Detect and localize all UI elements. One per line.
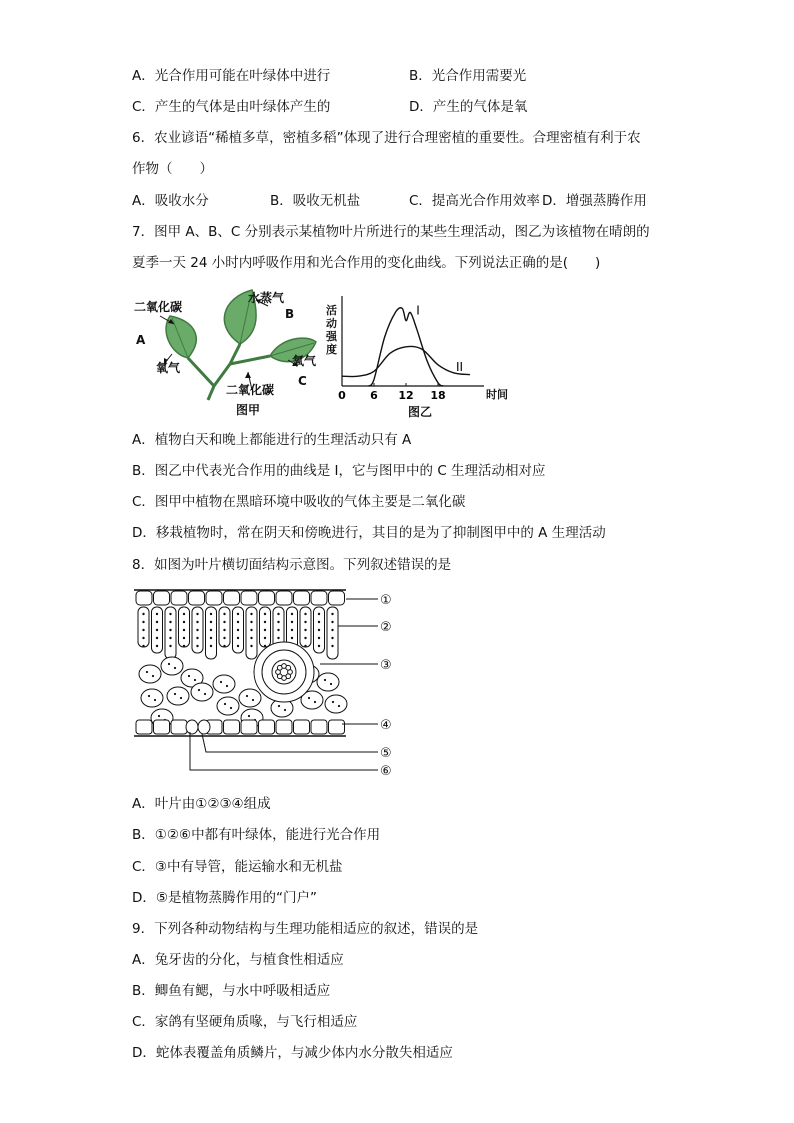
chloroplast-dot — [196, 637, 198, 639]
chloroplast-dot — [252, 699, 254, 701]
chloroplast-dot — [248, 715, 250, 717]
chloroplast-dot — [183, 629, 185, 631]
q5-option-c: C．产生的气体是由叶绿体产生的 — [132, 99, 331, 115]
label-6: ⑥ — [380, 764, 392, 779]
upper-epidermis-cell — [241, 591, 257, 605]
chloroplast-dot — [174, 667, 176, 669]
chloroplast-dot — [210, 645, 212, 647]
chloroplast-dot — [210, 621, 212, 623]
chloroplast-dot — [223, 613, 225, 615]
chloroplast-dot — [156, 637, 158, 639]
chart-ylabel-2: 动 — [326, 317, 337, 330]
chloroplast-dot — [156, 613, 158, 615]
chloroplast-dot — [246, 695, 248, 697]
chloroplast-dot — [156, 629, 158, 631]
label-co2-bottom: 二氧化碳 — [226, 383, 275, 397]
chart-tick-label: 18 — [430, 389, 446, 402]
chloroplast-dot — [318, 637, 320, 639]
spongy-cell — [239, 689, 261, 707]
chloroplast-dot — [291, 629, 293, 631]
upper-epidermis-cell — [171, 591, 187, 605]
chloroplast-dot — [196, 629, 198, 631]
chloroplast-dot — [210, 637, 212, 639]
chloroplast-dot — [324, 679, 326, 681]
upper-epidermis-cell — [294, 591, 310, 605]
chart-tick-label: 0 — [338, 389, 346, 402]
chloroplast-dot — [223, 621, 225, 623]
chloroplast-dot — [304, 613, 306, 615]
lower-epidermis-cell — [259, 720, 275, 734]
upper-epidermis-cell — [276, 591, 292, 605]
chloroplast-dot — [264, 621, 266, 623]
chart-ylabel-3: 强 — [326, 330, 337, 343]
chloroplast-dot — [332, 701, 334, 703]
chloroplast-dot — [158, 715, 160, 717]
chloroplast-dot — [174, 693, 176, 695]
chloroplast-dot — [169, 637, 171, 639]
chloroplast-dot — [237, 621, 239, 623]
q8-stem: 8．如图为叶片横切面结构示意图。下列叙述错误的是 — [132, 557, 452, 573]
chloroplast-dot — [277, 613, 279, 615]
upper-epidermis-cell — [329, 591, 345, 605]
q7-stem-line2: 夏季一天 24 小时内呼吸作用和光合作用的变化曲线。下列说法正确的是( ) — [132, 255, 601, 271]
q8-option-c: C．③中有导管，能运输水和无机盐 — [132, 859, 343, 875]
chloroplast-dot — [196, 645, 198, 647]
upper-epidermis-cell — [136, 591, 152, 605]
chloroplast-dot — [154, 699, 156, 701]
chloroplast-dot — [188, 675, 190, 677]
chloroplast-dot — [331, 621, 333, 623]
chloroplast-dot — [291, 613, 293, 615]
label-4: ④ — [380, 718, 392, 733]
q6-option-c: C．提高光合作用效率 — [409, 193, 540, 209]
chloroplast-dot — [331, 645, 333, 647]
chloroplast-dot — [196, 613, 198, 615]
chloroplast-dot — [331, 629, 333, 631]
chloroplast-dot — [156, 621, 158, 623]
q5-option-d: D．产生的气体是氧 — [409, 99, 528, 115]
chloroplast-dot — [250, 645, 252, 647]
q8-option-b: B．①②⑥中都有叶绿体，能进行光合作用 — [132, 827, 381, 843]
q6-stem-line2: 作物（ ） — [132, 161, 213, 177]
chloroplast-dot — [210, 629, 212, 631]
lower-epidermis-cell — [241, 720, 257, 734]
chloroplast-dot — [237, 613, 239, 615]
label-water-vapor: 水蒸气 — [248, 291, 285, 305]
chloroplast-dot — [331, 637, 333, 639]
q5-option-a: A．光合作用可能在叶绿体中进行 — [132, 68, 331, 84]
chloroplast-dot — [237, 629, 239, 631]
chloroplast-dot — [196, 621, 198, 623]
chloroplast-dot — [264, 637, 266, 639]
chloroplast-dot — [318, 629, 320, 631]
chloroplast-dot — [169, 645, 171, 647]
label-o2-left: 氧气 — [156, 361, 181, 375]
spongy-cell — [141, 689, 163, 707]
q9-option-a: A．兔牙齿的分化，与植食性相适应 — [132, 952, 344, 968]
chloroplast-dot — [142, 629, 144, 631]
chloroplast-dot — [220, 681, 222, 683]
q5-option-b: B．光合作用需要光 — [409, 68, 527, 84]
spongy-cell — [213, 675, 235, 693]
chart-ylabel-4: 度 — [326, 343, 337, 356]
q6-option-a: A．吸收水分 — [132, 193, 209, 209]
chloroplast-dot — [169, 613, 171, 615]
lower-epidermis-cell — [311, 720, 327, 734]
chloroplast-dot — [250, 621, 252, 623]
chloroplast-dot — [183, 637, 185, 639]
chloroplast-dot — [277, 621, 279, 623]
label-o2-right: 氧气 — [292, 354, 317, 368]
chloroplast-dot — [304, 621, 306, 623]
spongy-cell — [161, 657, 183, 675]
label-co2-top: 二氧化碳 — [134, 300, 183, 314]
chloroplast-dot — [304, 645, 306, 647]
chloroplast-dot — [169, 621, 171, 623]
chloroplast-dot — [250, 629, 252, 631]
q8-option-a: A．叶片由①②③④组成 — [132, 796, 271, 812]
chloroplast-dot — [152, 675, 154, 677]
spongy-cell — [191, 683, 213, 701]
chloroplast-dot — [291, 621, 293, 623]
lower-epidermis-cell — [136, 720, 152, 734]
spongy-cell — [167, 687, 189, 705]
chloroplast-dot — [250, 637, 252, 639]
chloroplast-dot — [264, 645, 266, 647]
label-1: ① — [380, 593, 392, 608]
label-b: B — [285, 307, 295, 321]
chloroplast-dot — [277, 629, 279, 631]
lower-epidermis-cell — [224, 720, 240, 734]
label-5: ⑤ — [380, 746, 392, 761]
chloroplast-dot — [226, 685, 228, 687]
lower-epidermis-cell — [154, 720, 170, 734]
figure-yi-chart — [322, 294, 522, 420]
xylem-vessel — [286, 665, 291, 670]
label-c: C — [298, 374, 307, 388]
chloroplast-dot — [278, 705, 280, 707]
q8-option-d: D．⑤是植物蒸腾作用的“门户” — [132, 890, 317, 906]
chloroplast-dot — [180, 697, 182, 699]
chloroplast-dot — [146, 671, 148, 673]
lower-epidermis-cell — [276, 720, 292, 734]
spongy-cell — [325, 695, 347, 713]
chloroplast-dot — [314, 701, 316, 703]
chloroplast-dot — [237, 637, 239, 639]
chloroplast-dot — [304, 629, 306, 631]
q7-option-d: D．移栽植物时，常在阴天和傍晚进行，其目的是为了抑制图甲中的 A 生理活动 — [132, 525, 606, 541]
chloroplast-dot — [194, 679, 196, 681]
q7-stem-line1: 7．图甲 A、B、C 分别表示某植物叶片所进行的某些生理活动，图乙为该植物在晴朗的 — [132, 224, 650, 240]
caption-jia: 图甲 — [236, 403, 261, 417]
q9-option-d: D．蛇体表覆盖角质鳞片，与减少体内水分散失相适应 — [132, 1045, 453, 1061]
lower-epidermis-cell — [171, 720, 187, 734]
spongy-cell — [217, 697, 239, 715]
chloroplast-dot — [168, 663, 170, 665]
chloroplast-dot — [156, 645, 158, 647]
label-2: ② — [380, 620, 392, 635]
q7-option-c: C．图甲中植物在黑暗环境中吸收的气体主要是二氧化碳 — [132, 494, 466, 510]
chloroplast-dot — [142, 621, 144, 623]
q7-option-b: B．图乙中代表光合作用的曲线是 I，它与图甲中的 C 生理活动相对应 — [132, 463, 546, 479]
lower-epidermis-cell — [294, 720, 310, 734]
upper-epidermis-cell — [189, 591, 205, 605]
upper-epidermis-cell — [224, 591, 240, 605]
chloroplast-dot — [330, 683, 332, 685]
chloroplast-dot — [277, 637, 279, 639]
chloroplast-dot — [142, 613, 144, 615]
chart-tick-label: 12 — [398, 389, 414, 402]
label-3: ③ — [380, 658, 392, 673]
chloroplast-dot — [223, 645, 225, 647]
q6-option-d: D．增强蒸腾作用 — [542, 193, 647, 209]
chloroplast-dot — [210, 613, 212, 615]
chart-xlabel: 时间 — [486, 388, 508, 401]
chloroplast-dot — [148, 695, 150, 697]
chloroplast-dot — [338, 705, 340, 707]
q6-stem-line1: 6．农业谚语“稀植多草，密植多稻”体现了进行合理密植的重要性。合理密植有利于农 — [132, 130, 641, 146]
chloroplast-dot — [204, 693, 206, 695]
figure-jia-plant-leaf — [130, 286, 330, 422]
q6-option-b: B．吸收无机盐 — [270, 193, 361, 209]
chloroplast-dot — [142, 637, 144, 639]
q9-stem: 9．下列各种动物结构与生理功能相适应的叙述，错误的是 — [132, 921, 479, 937]
chloroplast-dot — [264, 613, 266, 615]
q9-option-b: B．鲫鱼有鳃，与水中呼吸相适应 — [132, 983, 331, 999]
chloroplast-dot — [142, 645, 144, 647]
spongy-cell — [317, 673, 339, 691]
chloroplast-dot — [284, 709, 286, 711]
lower-epidermis-cell — [329, 720, 345, 734]
chart-series-line-2 — [342, 346, 470, 376]
chloroplast-dot — [223, 637, 225, 639]
chloroplast-dot — [223, 629, 225, 631]
upper-epidermis-cell — [311, 591, 327, 605]
label-a: A — [136, 333, 146, 347]
chloroplast-dot — [183, 621, 185, 623]
chart-series-label-1: I — [416, 303, 420, 318]
chloroplast-dot — [308, 697, 310, 699]
chart-series-label-2: II — [456, 359, 464, 374]
chloroplast-dot — [198, 689, 200, 691]
chloroplast-dot — [264, 629, 266, 631]
spongy-cell — [139, 665, 161, 683]
chloroplast-dot — [183, 613, 185, 615]
q9-option-c: C．家鸽有坚硬角质喙，与飞行相适应 — [132, 1014, 358, 1030]
chloroplast-dot — [230, 707, 232, 709]
upper-epidermis-cell — [206, 591, 222, 605]
chloroplast-dot — [304, 637, 306, 639]
chloroplast-dot — [169, 629, 171, 631]
chart-ylabel-1: 活 — [326, 304, 337, 317]
chloroplast-dot — [237, 645, 239, 647]
chloroplast-dot — [291, 637, 293, 639]
upper-epidermis-cell — [259, 591, 275, 605]
figure-leaf-cross-section — [132, 586, 394, 782]
q7-option-a: A．植物白天和晚上都能进行的生理活动只有 A — [132, 432, 412, 448]
chloroplast-dot — [183, 645, 185, 647]
guard-cell-right — [198, 720, 210, 734]
chloroplast-dot — [331, 613, 333, 615]
chloroplast-dot — [318, 613, 320, 615]
chart-tick-label: 6 — [370, 389, 378, 402]
chloroplast-dot — [224, 703, 226, 705]
chloroplast-dot — [250, 613, 252, 615]
upper-epidermis-cell — [154, 591, 170, 605]
guard-cell-left — [186, 720, 198, 734]
chloroplast-dot — [318, 645, 320, 647]
caption-yi: 图乙 — [408, 405, 433, 419]
chloroplast-dot — [318, 621, 320, 623]
